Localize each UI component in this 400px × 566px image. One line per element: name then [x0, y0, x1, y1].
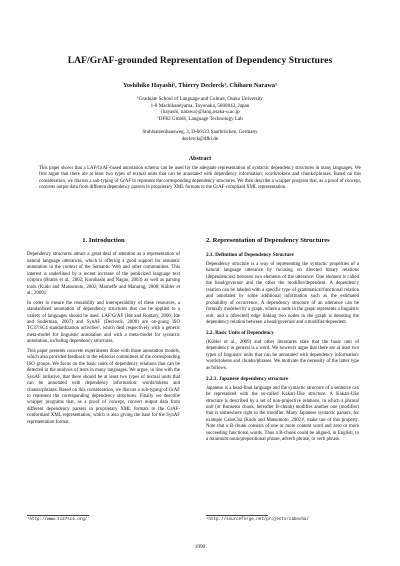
footnote-divider	[206, 515, 268, 516]
section-heading-introduction: 1. Introduction	[82, 237, 125, 244]
footnote-divider	[27, 515, 89, 516]
paragraph: Dependency structure is a way of representing the syntactic properties of a natural language utterance by focusing on directed binary relations (dependencies) between two elements of the utterance: One element is called the head/governor and the other the modifier/dependent. A dependency relation can be labeled with a specific type of grammatical/functional relation and annotated by some additional information such as the estimated probability of occurrence. A dependency structure of an utterance can be formally modeled by a graph, where a node in the graph represents a linguistic unit, and a (directed) edge linking two nodes in the graph is denoting the dependency relation between a head/governor and a modifier/dependent.	[206, 261, 359, 325]
affiliation-line: declerck@dfki.de	[181, 135, 219, 142]
paragraph: (Kübler et al., 2009) and other literatures state that the basic unit of dependency in general is a word. We however argue that there are at least two types of linguistic units that can be annotated with dependency information: words/tokens and chunks/phrases. We motivate the necessity of the latter type as follows.	[206, 339, 359, 371]
left-column	[27, 238, 180, 429]
abstract-text: This paper shows that a LAF/GrAF-based annotation schema can be used for the adequate representation of syntactic dependency structures in many languages. We first argue that there are at least two types of textual units that can be annotated with dependency information: words/tokens and chunks/phrases. Based on this consideration, we discuss a sub-typing of GrAF to represent the corresponding dependency structures. We then describe a wrapper program that, as a proof of concept, converts output data from different dependency parsers in proprietary XML formats to the GrAF-compliant XML representation.	[39, 166, 361, 191]
affiliation-line: ¹Graduate School of Language and Culture, Osaka University	[137, 96, 263, 102]
paper-title: LAF/GrAF-grounded Representation of Dependency Structures	[67, 55, 333, 66]
subsection-heading: 2.2. Basic Units of Dependency	[206, 330, 275, 337]
author-list: Yoshihiko Hayashi¹, Thierry Declerck¹, Chiharu Narawa¹	[123, 82, 277, 89]
paragraph: In order to ensure the reusability and interoperability of these resources, a standardized annotation of dependency structures that can be applied to a variety of languages should be used. LAF/GrAF (Ide and Romary, 2006; Ide and Suderman, 2007) and SynAF (Declerck, 2008) are on-going ISO TC37/SC4 standardization activities¹, which deal respectively with a generic meta-model for linguistic annotation and with a meta-model for syntactic annotation, including dependency structures.	[27, 300, 180, 345]
abstract-heading: Abstract	[188, 156, 212, 162]
footnote-link: ¹http://www.tc37sc4.org/	[27, 518, 88, 522]
page-number: 1990	[194, 544, 206, 550]
paragraph: This paper presents concrete experiments done with those annotation models, which also provided feedback to the editorial committees of the corresponding ISO groups. We focus on the basic units of dependency relations that can be detected in the analysis of texts in many languages. We argue, in line with the SynAF initiative, that there should be at least two types of textual units that can be annotated with dependency information: words/tokens and chunks/phrases. Based on this consideration, we discuss a sub-typing of GrAF to represent the corresponding dependency structures. Finally we describe wrapper programs that, as a proof of concept, convert output data from different dependency parsers in proprietary XML formats to the GrAF-conformant XML representation, which is also giving the base for the SynAF representation format.	[27, 348, 180, 425]
affiliation-line: 1-8 Machikaneyama, Toyonaka, 5600043, Japan	[150, 102, 250, 109]
affiliation-line: {hayashi, narawa}@lang.osaka-u.ac.jp	[160, 109, 240, 115]
right-column	[206, 238, 359, 447]
affiliation-line: Stuhlsatzenhausweg, 3, D-66123 Saarbrücken, Germany	[142, 129, 258, 135]
paragraph: Dependency structures attract a great deal of attention as a representation of natural language utterances, which is offering a good support for semantic annotation in the context of the Semantic Web and other communities. This interest is underlined by a recent increase of the publicized language text corpora (Brants et al., 2002; Kurohashi and Nagao, 2003) as well as parsing tools (Kudo and Matsumoto, 2002; Marneffe and Manning, 2008; Kübler et al., 2009).	[27, 252, 180, 297]
affiliation-line: ¹DFKI GmbH, Language Technology Lab	[157, 115, 243, 122]
affiliation-block-2	[20, 129, 380, 142]
footnote-link: ²http://sourceforge.net/projects/cabocha/	[206, 518, 310, 522]
subsection-heading: 2.1. Definition of Dependency Structure	[206, 252, 294, 259]
affiliation-block-1	[20, 96, 380, 122]
section-heading-representation: 2. Representation of Dependency Structures	[206, 237, 330, 244]
paragraph: Japanese is a head-final language and the syntactic structure of a sentence can be represented with the so-called Kakari-Uke structure. A Kakari-Uke structure is described by a set of non-projective relations, in which a phrasal unit (or Bunsetsu chunk, hereafter B-chunk) modifies another one (modifier) that is somewhere right to the modifier. Many Japanese syntactic parsers, for example CaboCha (Kudo and Matsumoto, 2002)², make use of this property. Note that a B-chunk consists of one or more content word and zero or more succeeding functional words. Thus a B-chunk could be aligned, in English, to a minimum noun/prepositional phrase, adverb phrase, or verb phrase.	[206, 385, 359, 443]
subsubsection-heading: 2.2.1. Japanese dependency structure	[206, 376, 289, 383]
